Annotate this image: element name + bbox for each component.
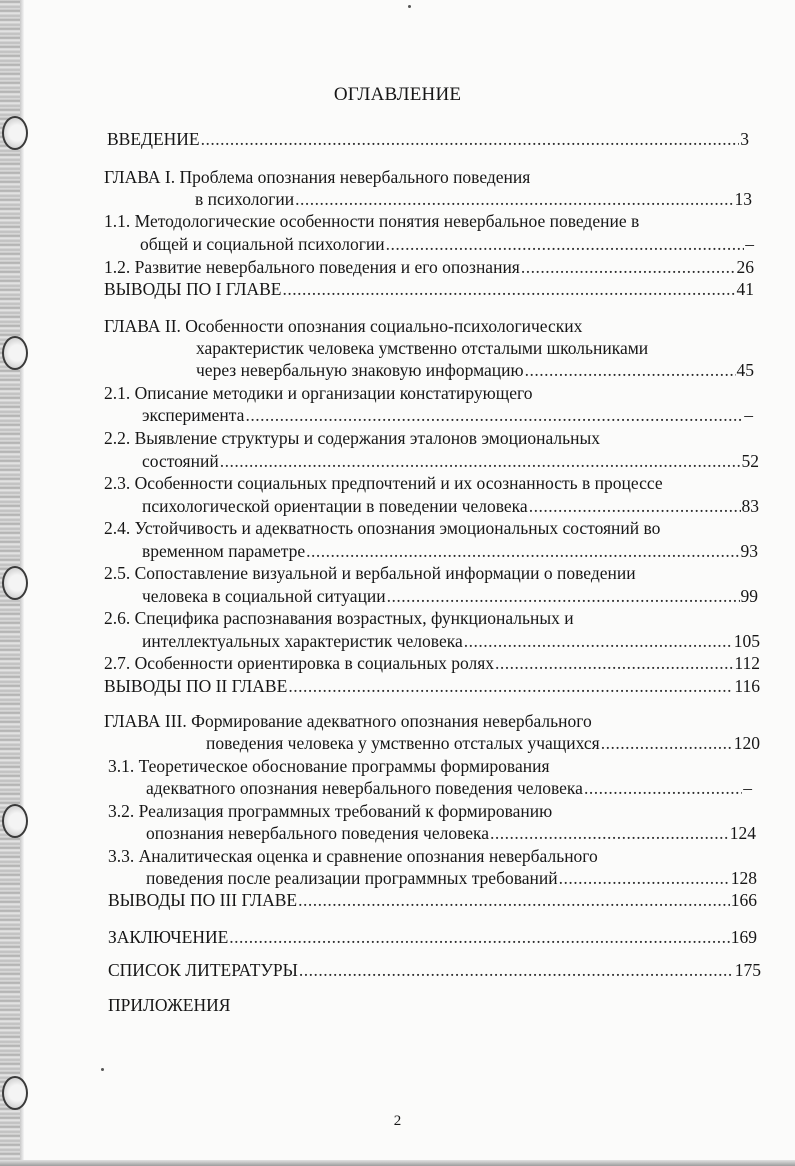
toc-entry-title: 2.7. Особенности ориентировка в социальных ролях <box>104 653 495 673</box>
toc-entry-title: эксперимента <box>142 405 245 425</box>
toc-entry[interactable] <box>104 427 600 449</box>
toc-entry-continuation[interactable] <box>196 359 754 381</box>
toc-entry-page: 52 <box>741 451 759 471</box>
toc-entry-continuation[interactable] <box>140 233 754 255</box>
toc-entry-page: 99 <box>740 586 758 606</box>
toc-entry[interactable] <box>108 994 230 1016</box>
toc-leader <box>525 359 736 381</box>
scan-speck <box>101 1068 104 1071</box>
toc-entry-continuation[interactable] <box>146 867 757 889</box>
toc-entry[interactable] <box>104 517 660 539</box>
toc-entry-title: общей и социальной психологии <box>140 234 385 254</box>
toc-entry-title: 1.1. Методологические особенности понятия невербальное поведение в <box>104 211 640 231</box>
toc-leader <box>282 278 735 300</box>
toc-entry-title: ГЛАВА I. Проблема опознания невербального поведения <box>104 167 531 187</box>
toc-entry-page: 112 <box>734 653 760 673</box>
page-number: 2 <box>393 1113 402 1129</box>
toc-leader <box>201 128 740 150</box>
toc-entry-title: 2.4. Устойчивость и адекватность опознания эмоциональных состояний во <box>104 518 661 538</box>
toc-entry-title: 1.2. Развитие невербального поведения и его опознания <box>104 257 520 277</box>
toc-entry-page: – <box>745 234 754 254</box>
toc-entry[interactable] <box>108 800 552 822</box>
toc-entry-continuation[interactable] <box>142 540 758 562</box>
toc-entry-title: 3.2. Реализация программных требований к формированию <box>108 801 553 821</box>
toc-entry[interactable] <box>108 959 761 981</box>
toc-entry-page: 128 <box>730 868 757 888</box>
toc-entry-title: адекватного опознания невербального поведения человека <box>146 778 583 798</box>
toc-leader <box>559 867 730 889</box>
toc-leader <box>529 495 741 517</box>
toc-entry[interactable] <box>104 675 760 697</box>
toc-leader <box>584 777 742 799</box>
toc-entry-title: поведения человека у умственно отсталых учащихся <box>206 733 600 753</box>
toc-entry-page: 41 <box>736 279 754 299</box>
toc-leader <box>295 188 733 210</box>
toc-leader <box>601 732 733 754</box>
toc-entry-page: 105 <box>733 631 760 651</box>
toc-entry[interactable] <box>108 755 550 777</box>
toc-entry[interactable] <box>104 382 532 404</box>
toc-entry-title: состояний <box>142 451 219 471</box>
toc-entry-title: ВЫВОДЫ ПО II ГЛАВЕ <box>104 676 288 696</box>
toc-entry-title: 2.3. Особенности социальных предпочтений и их осознанность в процессе <box>104 473 663 493</box>
toc-leader <box>298 889 730 911</box>
toc-entry-title: психологической ориентации в поведении человека <box>142 496 528 516</box>
toc-entry-title: ВЫВОДЫ ПО III ГЛАВЕ <box>108 890 298 910</box>
toc-entry-title: СПИСОК ЛИТЕРАТУРЫ <box>108 960 298 980</box>
binding-hole-icon <box>2 116 28 150</box>
binding-hole-icon <box>2 566 28 600</box>
scan-bottom-edge <box>0 1160 795 1166</box>
toc-leader <box>306 540 739 562</box>
toc-entry-continuation[interactable] <box>142 495 759 517</box>
toc-entry-title: временном параметре <box>142 541 306 561</box>
toc-entry-title: 2.1. Описание методики и организации констатирующего <box>104 383 533 403</box>
toc-leader <box>288 675 733 697</box>
toc-leader <box>464 630 733 652</box>
toc-entry[interactable] <box>104 652 760 674</box>
toc-entry-title: ВЫВОДЫ ПО I ГЛАВЕ <box>104 279 282 299</box>
toc-entry-title: ГЛАВА III. Формирование адекватного опознания невербального <box>104 711 592 731</box>
toc-entry-title: ГЛАВА II. Особенности опознания социально-психологических <box>104 316 583 336</box>
page-title: ОГЛАВЛЕНИЕ <box>333 84 462 105</box>
toc-entry[interactable] <box>104 256 754 278</box>
toc-entry[interactable] <box>108 926 757 948</box>
toc-entry-page: – <box>744 405 753 425</box>
toc-leader <box>220 450 741 472</box>
toc-entry[interactable] <box>104 166 530 188</box>
binding-hole-icon <box>2 336 28 370</box>
toc-entry-continuation[interactable] <box>146 822 756 844</box>
toc-entry[interactable] <box>104 710 592 732</box>
toc-entry-title: 2.5. Сопоставление визуальной и вербальной информации о поведении <box>104 563 636 583</box>
toc-leader <box>521 256 736 278</box>
toc-entry-page: 166 <box>730 890 757 910</box>
toc-entry[interactable] <box>104 278 754 300</box>
toc-leader <box>495 652 733 674</box>
toc-entry-continuation[interactable] <box>142 630 760 652</box>
toc-entry[interactable] <box>104 315 582 337</box>
toc-leader <box>229 926 729 948</box>
toc-entry-title: 2.2. Выявление структуры и содержания эталонов эмоциональных <box>104 428 600 448</box>
toc-leader <box>299 959 734 981</box>
toc-entry[interactable] <box>104 562 636 584</box>
toc-entry-page: 13 <box>734 189 752 209</box>
toc-entry-continuation[interactable] <box>196 337 648 359</box>
toc-entry-title: опознания невербального поведения человека <box>146 823 490 843</box>
toc-entry-title: 3.3. Аналитическая оценка и сравнение опознания невербального <box>108 846 598 866</box>
toc-entry-title: через невербальную знаковую информацию <box>196 360 524 380</box>
toc-entry-page: 93 <box>740 541 758 561</box>
toc-entry-title: 2.6. Специфика распознавания возрастных, функциональных и <box>104 608 574 628</box>
toc-entry[interactable] <box>104 607 574 629</box>
binding-hole-icon <box>2 804 28 838</box>
toc-entry-page: 83 <box>741 496 759 516</box>
toc-entry-title: ВВЕДЕНИЕ <box>107 129 200 149</box>
toc-entry-page: 169 <box>730 927 757 947</box>
scan-speck <box>408 5 411 8</box>
toc-leader <box>490 822 729 844</box>
toc-entry-continuation[interactable] <box>142 585 758 607</box>
toc-entry-page: 3 <box>740 129 749 149</box>
toc-entry[interactable] <box>108 889 757 911</box>
toc-entry[interactable] <box>108 845 598 867</box>
toc-entry[interactable] <box>104 472 663 494</box>
toc-entry-title: ЗАКЛЮЧЕНИЕ <box>108 927 229 947</box>
toc-entry-continuation[interactable] <box>195 188 752 210</box>
toc-entry[interactable] <box>107 128 749 150</box>
toc-entry-page: 45 <box>736 360 754 380</box>
toc-entry-title: 3.1. Теоретическое обоснование программы формирования <box>108 756 550 776</box>
toc-entry-title: поведения после реализации программных требований <box>146 868 558 888</box>
toc-entry-title: характеристик человека умственно отсталыми школьниками <box>196 338 649 358</box>
toc-entry[interactable] <box>104 210 639 232</box>
toc-entry-title: ПРИЛОЖЕНИЯ <box>108 995 231 1015</box>
toc-entry-page: – <box>743 778 752 798</box>
toc-entry-page: 26 <box>736 257 754 277</box>
toc-leader <box>245 404 743 426</box>
toc-entry-page: 124 <box>729 823 756 843</box>
toc-entry-title: человека в социальной ситуации <box>142 586 386 606</box>
toc-entry-page: 120 <box>733 733 760 753</box>
toc-leader <box>387 585 740 607</box>
toc-entry-title: интеллектуальных характеристик человека <box>142 631 463 651</box>
toc-entry-title: в психологии <box>195 189 295 209</box>
toc-entry-page: 116 <box>734 676 760 696</box>
toc-entry-continuation[interactable] <box>142 450 759 472</box>
binding-hole-icon <box>2 1076 28 1110</box>
toc-entry-continuation[interactable] <box>142 404 753 426</box>
toc-leader <box>386 233 745 255</box>
toc-entry-continuation[interactable] <box>146 777 752 799</box>
toc-entry-continuation[interactable] <box>206 732 760 754</box>
toc-entry-page: 175 <box>734 960 761 980</box>
